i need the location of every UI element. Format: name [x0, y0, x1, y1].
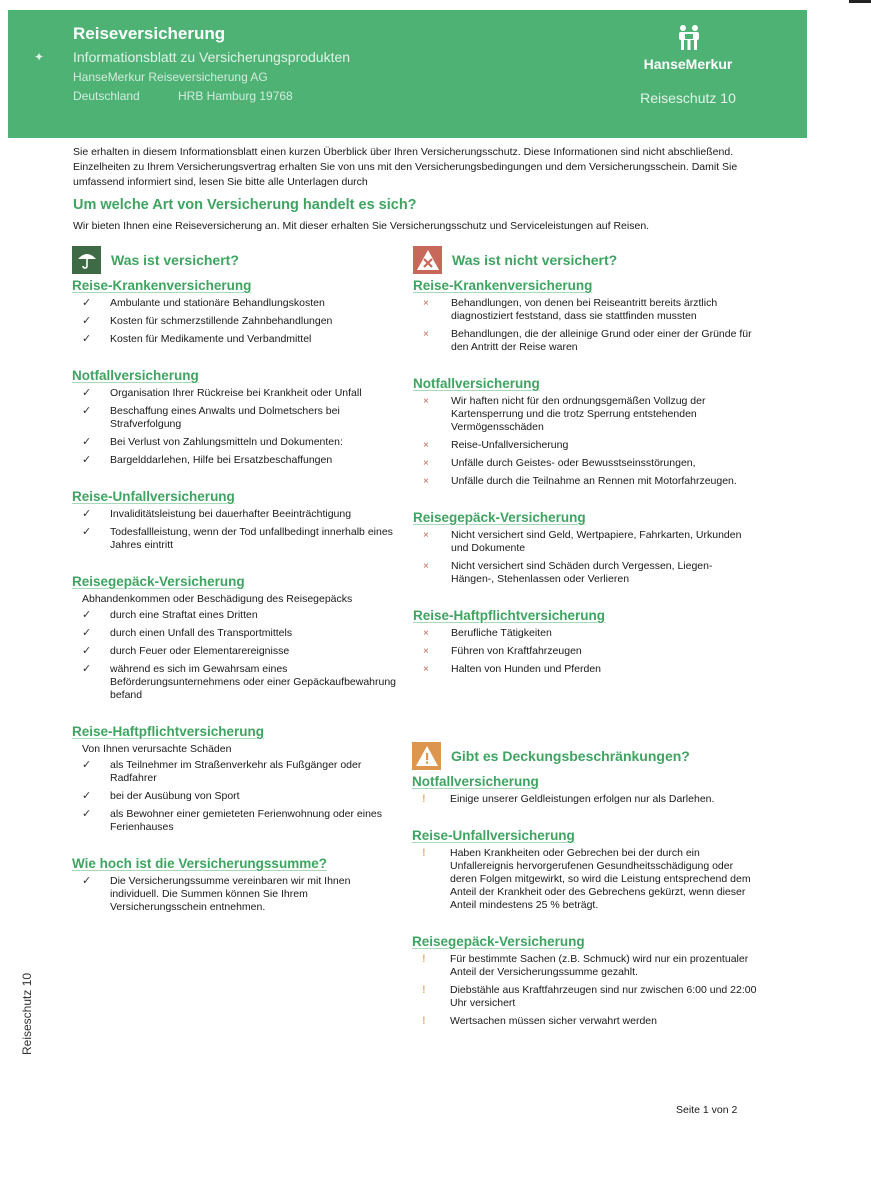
document-title: Reiseversicherung: [73, 24, 226, 43]
cross-icon: ×: [423, 530, 429, 541]
list-item: [72, 387, 402, 400]
list-item: [72, 645, 402, 658]
insured-header: [72, 246, 402, 274]
section-lead: Abhandenkommen oder Beschädigung des Reisegepäcks: [82, 593, 353, 605]
page-number: Seite 1 von 2: [676, 1104, 738, 1116]
section: [72, 368, 402, 467]
scan-artifact: [849, 0, 871, 3]
list-item-text: Todesfallleistung, wenn der Tod unfallbedingt innerhalb eines Jahres eintritt: [110, 526, 393, 551]
list-item: [413, 439, 758, 452]
section-title: Notfallversicherung: [412, 774, 539, 789]
list-item-text: Einige unserer Geldleistungen erfolgen nur als Darlehen.: [450, 793, 715, 805]
list-item: [72, 526, 402, 552]
list-item-text: Berufliche Tätigkeiten: [451, 627, 552, 639]
list-item: [412, 1015, 757, 1028]
list-item-text: Behandlungen, von denen bei Reiseantritt bereits ärztlich diagnostiziert feststand, dass sie stattfinden mussten: [451, 297, 718, 322]
section-title: Reise-Haftpflichtversicherung: [72, 724, 265, 739]
warning-icon: [412, 742, 441, 770]
check-icon: ✓: [82, 436, 92, 448]
list-item-text: Unfälle durch Geistes- oder Bewusstseinsstörungen,: [451, 457, 696, 469]
country: Deutschland: [73, 89, 140, 103]
cross-icon: ×: [423, 476, 429, 487]
list-item: [413, 645, 758, 658]
list-item-text: Kosten für schmerzstillende Zahnbehandlungen: [110, 315, 333, 327]
check-icon: ✓: [82, 759, 92, 771]
check-icon: ✓: [82, 508, 92, 520]
exclamation-icon: !: [422, 847, 426, 859]
cross-icon: ×: [423, 664, 429, 675]
section: [72, 489, 402, 552]
list-item: [413, 395, 758, 434]
list-item-text: Kosten für Medikamente und Verbandmittel: [110, 333, 312, 345]
list-item: [72, 627, 402, 640]
list-item: [72, 333, 402, 346]
list-item: [72, 297, 402, 310]
exclamation-icon: !: [422, 793, 426, 805]
list-item: [72, 508, 402, 521]
intro-text: Sie erhalten in diesem Informationsblatt einen kurzen Überblick über Ihren Versicherungsschutz. Diese Informationen sind nicht abschließend. Einzelheiten zu Ihrem Versicherungsvertrag erhalten Sie von uns mit den Versicherungsbedingungen und dem Versicherungsschein. Damit Sie umfassend informiert sind, lesen Sie bitte alle Unterlagen durch: [73, 146, 738, 188]
list-item: [412, 953, 757, 979]
list-item: [412, 984, 757, 1010]
section: [413, 278, 758, 354]
list-item-text: Bei Verlust von Zahlungsmitteln und Dokumenten:: [110, 436, 343, 448]
exclamation-icon: !: [422, 953, 426, 965]
section-lead: Von Ihnen verursachte Schäden: [82, 743, 232, 755]
list-item-text: Invaliditätsleistung bei dauerhafter Beeinträchtigung: [110, 508, 352, 520]
list-item-text: Halten von Hunden und Pferden: [451, 663, 602, 675]
check-icon: ✓: [82, 333, 92, 345]
list-item-text: Ambulante und stationäre Behandlungskosten: [110, 297, 325, 309]
list-item-text: durch Feuer oder Elementarereignisse: [110, 645, 290, 657]
insured-sections: [72, 278, 402, 914]
list-item: [72, 663, 402, 702]
list-item-text: durch einen Unfall des Transportmittels: [110, 627, 293, 639]
list-item-text: Nicht versichert sind Geld, Wertpapiere, Fahrkarten, Urkunden und Dokumente: [451, 529, 742, 554]
check-icon: ✓: [82, 405, 92, 417]
check-icon: ✓: [82, 297, 92, 309]
cross-icon: ×: [423, 646, 429, 657]
list-item-text: Beschaffung eines Anwalts und Dolmetschers bei Strafverfolgung: [110, 405, 340, 430]
list-item-text: Reise-Unfallversicherung: [451, 439, 569, 451]
list-item-text: Nicht versichert sind Schäden durch Vergessen, Liegen- Hängen-, Stehenlassen oder Verlieren: [451, 560, 713, 585]
product-name: Reiseschutz 10: [640, 90, 736, 106]
check-icon: ✓: [82, 875, 92, 887]
cross-icon: ×: [423, 329, 429, 340]
list-item-text: Für bestimmte Sachen (z.B. Schmuck) wird nur ein prozentualer Anteil der Versicherungssumme gezahlt.: [450, 953, 749, 978]
list-item: [413, 529, 758, 555]
registry-number: HRB Hamburg 19768: [178, 89, 293, 103]
list-item-text: Wir haften nicht für den ordnungsgemäßen Vollzug der Kartensperrung und die trotz Sperrung entstehenden Vermögensschäden: [451, 395, 706, 433]
list-item: [413, 297, 758, 323]
check-icon: ✓: [82, 387, 92, 399]
section: [413, 608, 758, 676]
section-title: Reise-Unfallversicherung: [72, 489, 235, 504]
restrictions-title: Gibt es Deckungsbeschränkungen?: [451, 748, 690, 764]
section-title: Notfallversicherung: [72, 368, 199, 383]
bullet-icon: ✦: [34, 50, 45, 64]
list-item: [413, 328, 758, 354]
section-title: Reise-Krankenversicherung: [413, 278, 593, 293]
insured-column: [72, 246, 402, 919]
section-title: Notfallversicherung: [413, 376, 540, 391]
check-icon: ✓: [82, 645, 92, 657]
list-item: [72, 790, 402, 803]
check-icon: ✓: [82, 627, 92, 639]
list-item: [413, 663, 758, 676]
list-item-text: Führen von Kraftfahrzeugen: [451, 645, 582, 657]
section-title: Reise-Krankenversicherung: [72, 278, 252, 293]
list-item-text: Bargelddarlehen, Hilfe bei Ersatzbeschaffungen: [110, 454, 333, 466]
type-question-heading: Um welche Art von Versicherung handelt es sich?: [73, 197, 417, 213]
side-product-label: Reiseschutz 10: [20, 972, 34, 1055]
logo-text: HanseMerkur: [643, 56, 733, 72]
exclamation-icon: !: [422, 984, 426, 996]
section-title: Reisegepäck-Versicherung: [413, 510, 586, 525]
cross-icon: ×: [423, 440, 429, 451]
check-icon: ✓: [82, 808, 92, 820]
list-item-text: Behandlungen, die der alleinige Grund oder einer der Gründe für den Antritt der Reise waren: [451, 328, 752, 353]
check-icon: ✓: [82, 526, 92, 538]
insured-title: Was ist versichert?: [111, 252, 239, 268]
header-banner: [8, 10, 807, 138]
exclamation-icon: !: [422, 1015, 426, 1027]
list-item: [72, 436, 402, 449]
section-title: Reise-Unfallversicherung: [412, 828, 575, 843]
restrictions-sections: [412, 774, 757, 1028]
section-title: Reisegepäck-Versicherung: [412, 934, 585, 949]
list-item: [413, 560, 758, 586]
list-item: [413, 627, 758, 640]
list-item: [72, 759, 402, 785]
list-item-text: durch eine Straftat eines Dritten: [110, 609, 258, 621]
list-item: [72, 875, 402, 914]
check-icon: ✓: [82, 663, 92, 675]
not-insured-title: Was ist nicht versichert?: [452, 252, 618, 268]
section: [412, 828, 757, 912]
check-icon: ✓: [82, 609, 92, 621]
check-icon: ✓: [82, 454, 92, 466]
list-item-text: Organisation Ihrer Rückreise bei Krankheit oder Unfall: [110, 387, 362, 399]
list-item: [412, 847, 757, 912]
cross-icon: ×: [423, 396, 429, 407]
list-item-text: Diebstähle aus Kraftfahrzeugen sind nur zwischen 6:00 und 22:00 Uhr versichert: [450, 984, 757, 1009]
not-insured-header: [413, 246, 758, 274]
list-item: [72, 454, 402, 467]
list-item: [72, 315, 402, 328]
check-icon: ✓: [82, 790, 92, 802]
company-name: HanseMerkur Reiseversicherung AG: [73, 70, 268, 84]
cross-icon: ×: [423, 458, 429, 469]
list-item: [413, 475, 758, 488]
not-insured-column: [413, 246, 758, 681]
list-item: [72, 405, 402, 431]
section-title: Reise-Haftpflichtversicherung: [413, 608, 606, 623]
section-title: Reisegepäck-Versicherung: [72, 574, 245, 589]
list-item-text: Haben Krankheiten oder Gebrechen bei der durch ein Unfallereignis hervorgerufenen Gesundheitsschädigung oder deren Folgen mitgewirkt, so wird die Leistung entsprechend dem Anteil der Krankheit oder des Gebrechens gekürzt, wenn dieser Anteil mindestens 25 % beträgt.: [450, 847, 751, 911]
list-item: [72, 808, 402, 834]
section: [413, 510, 758, 586]
cross-icon: ×: [423, 628, 429, 639]
cross-icon: ×: [423, 298, 429, 309]
section: [412, 774, 757, 806]
list-item: [72, 609, 402, 622]
cross-icon: ×: [423, 561, 429, 572]
list-item-text: bei der Ausübung von Sport: [110, 790, 240, 802]
section: [72, 574, 402, 702]
list-item-text: als Bewohner einer gemieteten Ferienwohnung oder eines Ferienhauses: [110, 808, 383, 833]
list-item-text: Die Versicherungssumme vereinbaren wir mit Ihnen individuell. Die Summen können Sie Ihrem Versicherungsschein entnehmen.: [110, 875, 351, 913]
umbrella-icon: [72, 246, 101, 274]
check-icon: ✓: [82, 315, 92, 327]
restrictions-header: [412, 742, 757, 770]
list-item: [413, 457, 758, 470]
section: [413, 376, 758, 488]
restrictions-column: [412, 742, 757, 1033]
section: [72, 856, 402, 914]
list-item-text: Unfälle durch die Teilnahme an Rennen mit Motorfahrzeugen.: [451, 475, 737, 487]
list-item-text: während es sich im Gewahrsam eines Beförderungsunternehmens oder einer Gepäckaufbewahrung befand: [110, 663, 397, 701]
section-title: Wie hoch ist die Versicherungssumme?: [72, 856, 327, 871]
section: [412, 934, 757, 1028]
hansemerkur-logo-icon: [676, 24, 702, 52]
type-question-answer: Wir bieten Ihnen eine Reiseversicherung an. Mit dieser erhalten Sie Versicherungsschutz und Serviceleistungen auf Reisen.: [73, 220, 650, 232]
section: [72, 724, 402, 834]
document-subtitle: Informationsblatt zu Versicherungsprodukten: [73, 49, 351, 65]
not-insured-sections: [413, 278, 758, 676]
list-item-text: Wertsachen müssen sicher verwahrt werden: [450, 1015, 657, 1027]
list-item-text: als Teilnehmer im Straßenverkehr als Fußgänger oder Radfahrer: [110, 759, 362, 784]
cross-warning-icon: [413, 246, 442, 274]
list-item: [412, 793, 757, 806]
section: [72, 278, 402, 346]
